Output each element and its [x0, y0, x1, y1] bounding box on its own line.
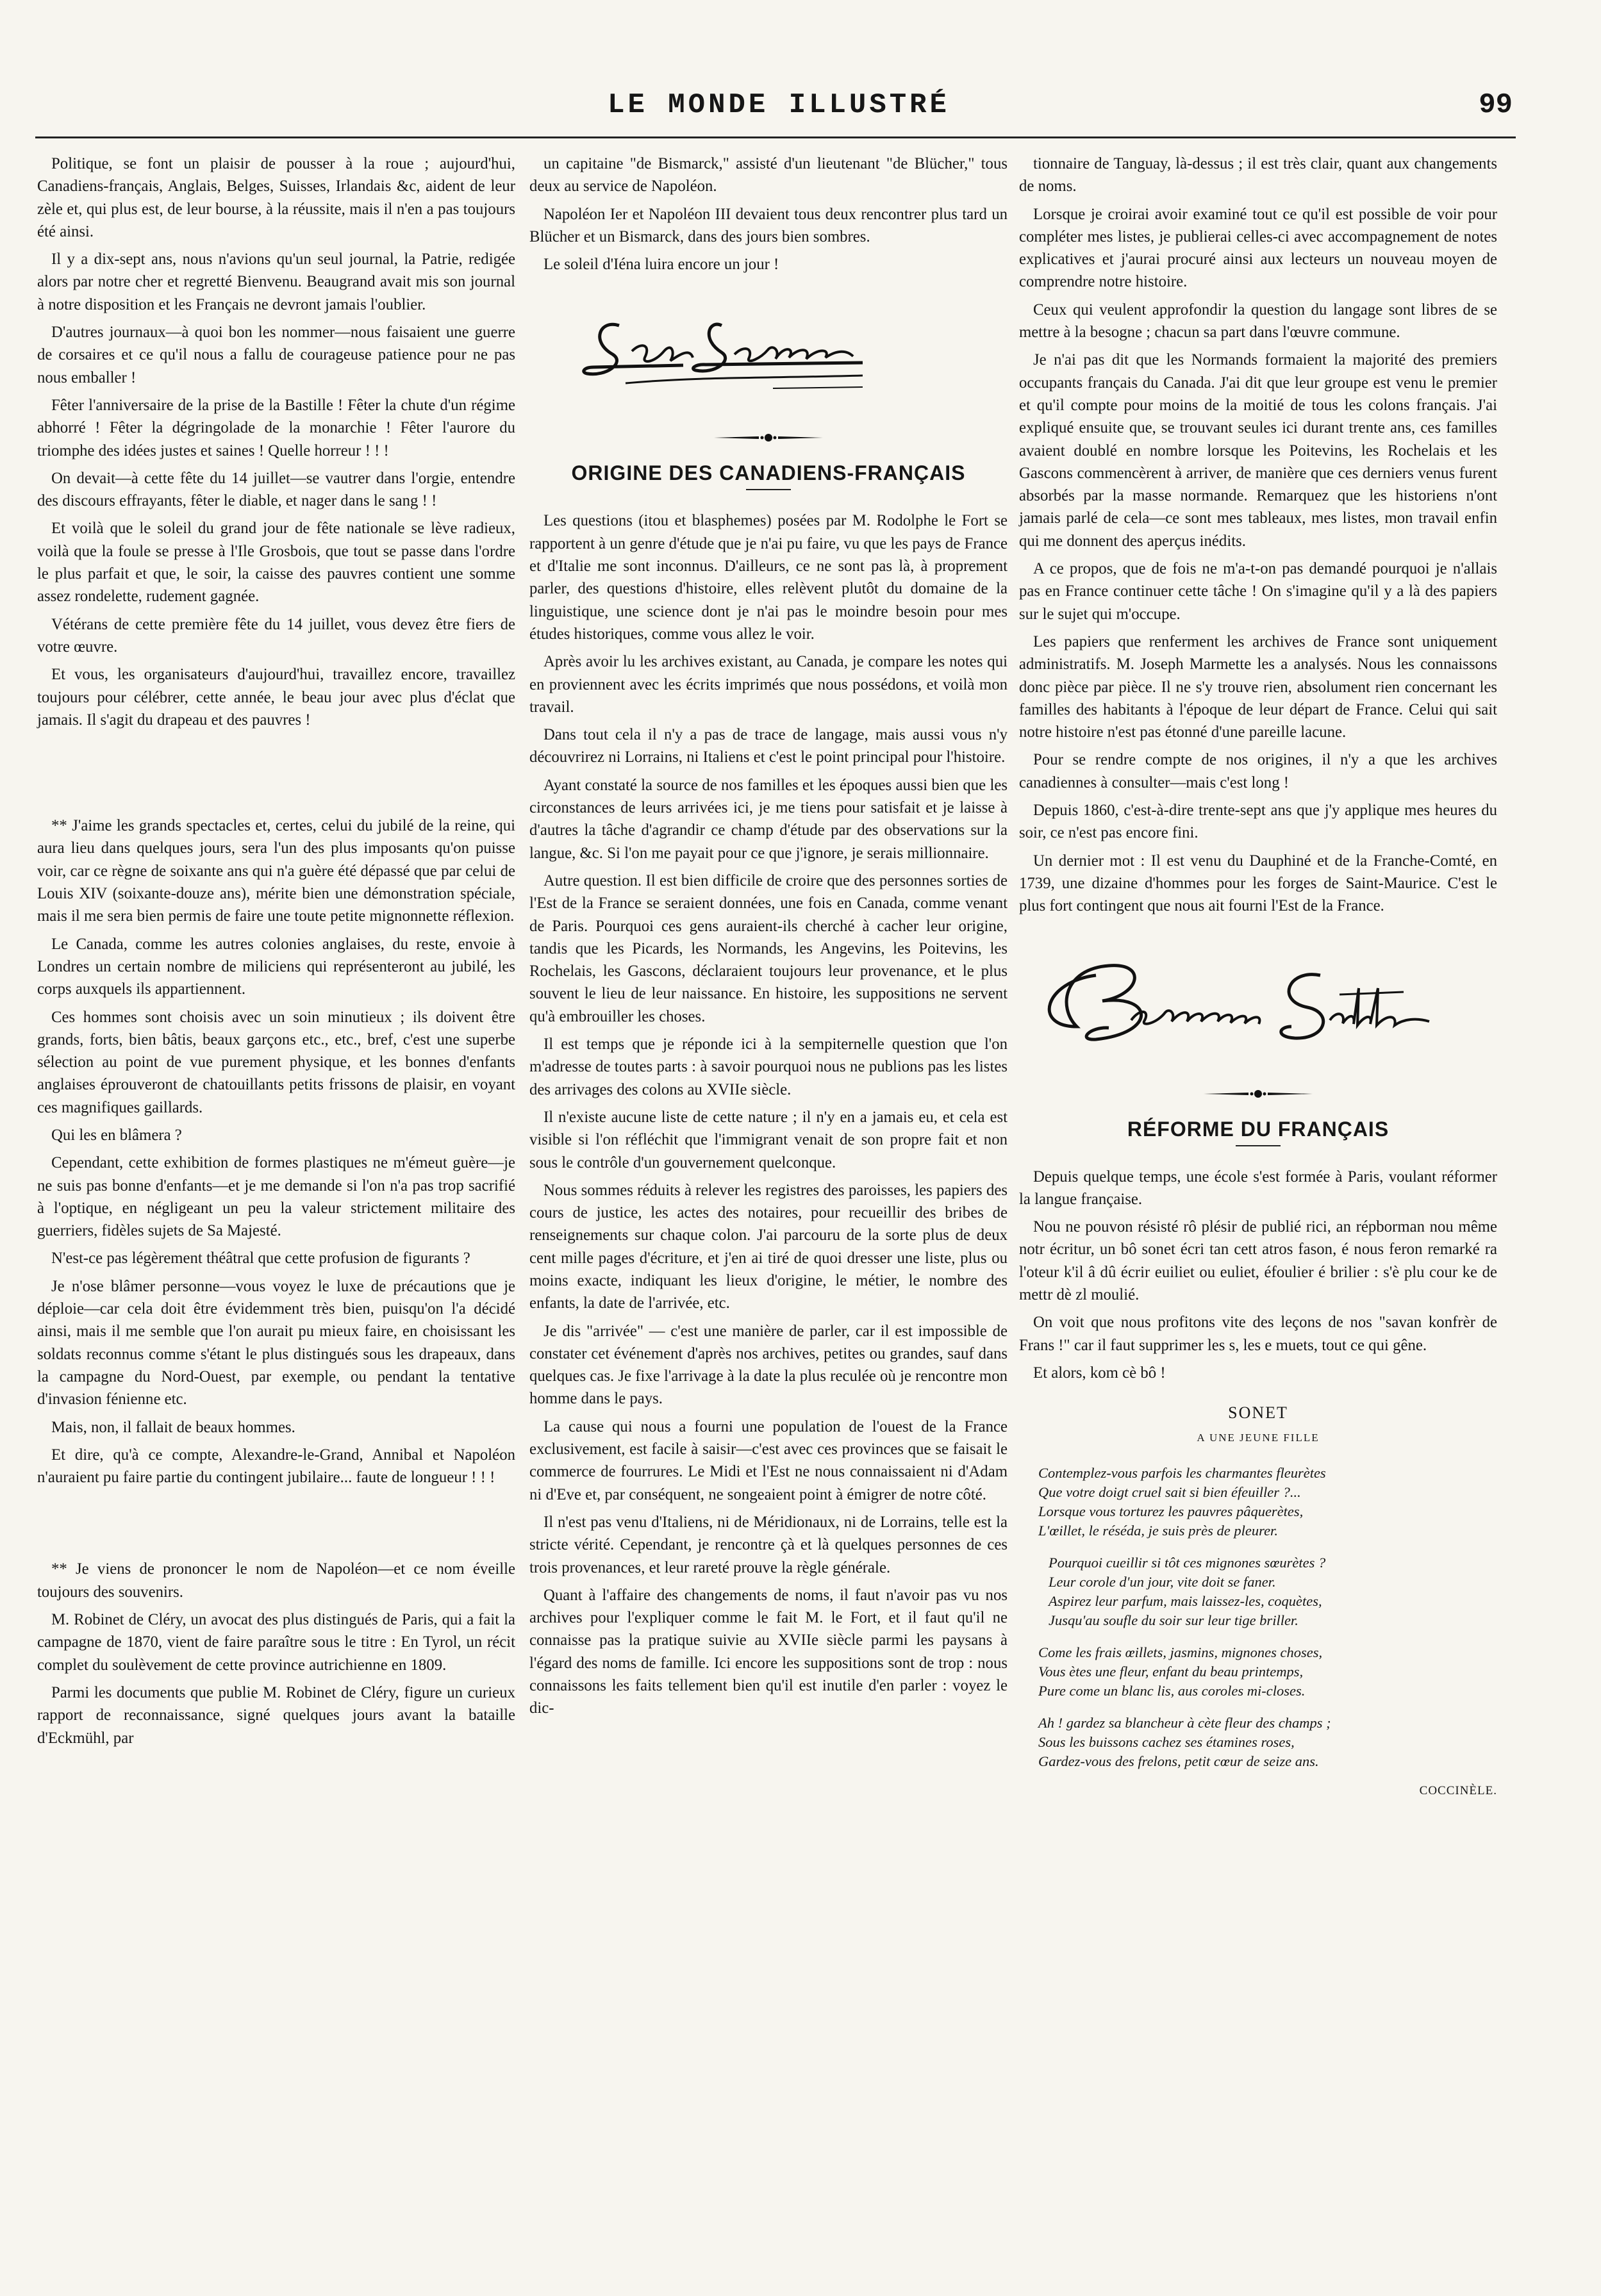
poem-line: Lorsque vous torturez les pauvres pâquerètes, — [1038, 1503, 1304, 1520]
poem-line: Leur corole d'un jour, vite doit se faner. — [1049, 1574, 1276, 1590]
poem-line: L'œillet, le réséda, je suis près de pleurer. — [1038, 1523, 1278, 1539]
poem-line: Contemplez-vous parfois les charmantes fleurètes — [1038, 1465, 1326, 1482]
handwritten-signature — [1019, 930, 1497, 1084]
paragraph: N'est-ce pas légèrement théâtral que cette profusion de figurants ? — [51, 1250, 470, 1268]
paragraph: Et vous, les organisateurs d'aujourd'hui, travaillez encore, travaillez toujours pour célébrer, cette année, le beau jour avec plus d'éclat que jamais. Il s'agit du drapeau et des pauvres ! — [37, 666, 515, 729]
poem-line: Sous les buissons cachez ses étamines roses, — [1038, 1734, 1295, 1751]
paragraph: ** Je viens de prononcer le nom de Napoléon—et ce nom éveille toujours des souvenirs. — [37, 1560, 515, 1601]
ornament-rule — [711, 428, 826, 447]
paragraph: Vétérans de cette première fête du 14 juillet, vous devez être fiers de votre œuvre. — [37, 615, 515, 656]
paragraph: Cependant, cette exhibition de formes plastiques ne m'émeut guère—je ne suis pas bonne d'enfants—et je me demande si l'on n'a pas trop sacrifié à l'optique, en négligeant un peu la valeur strictement militaire des guerriers, fidèles sujets de Sa Majesté. — [37, 1154, 515, 1240]
paragraph: Les papiers que renferment les archives de France sont uniquement administratifs. M. Joseph Marmette les a analysés. Nous les connaissons donc pièce par pièce. Il ne s'y trouve rien, absolument rien concernant les familles des habitants à l'époque de leur départ de France. Celui qui sait notre histoire n'est pas étonné d'une pareille lacune. — [1019, 632, 1497, 741]
paragraph: Nou ne pouvon résisté rô plésir de publié rici, an répborman nou même notr écritur, un bô sonet écri tan cett atros fason, é nous feron remarké ra l'oteur k'il â dû écrir euiliet ou euliet, éfoulier é brilier : s'è plu cour ke de mettr dè zl moulié. — [1019, 1218, 1497, 1303]
paragraph: Le soleil d'Iéna luira encore un jour ! — [543, 256, 779, 274]
column-3 — [1019, 153, 1497, 1798]
column-1 — [37, 153, 515, 1755]
poem-line: Aspirez leur parfum, mais laissez-les, coquètes, — [1049, 1593, 1322, 1610]
paragraph: Politique, se font un plaisir de pousser à la roue ; aujourd'hui, Canadiens-français, Anglais, Belges, Suisses, Irlandais &c, aident de leur zèle et, qui plus est, de leur bourse, à la réussite, mais il n'en a pas toujours été ainsi. — [37, 155, 515, 240]
paragraph: Et dire, qu'à ce compte, Alexandre-le-Grand, Annibal et Napoléon n'auraient pu faire partie du contingent jubilaire... faute de longueur ! ! ! — [37, 1446, 515, 1487]
poem-dedication: A UNE JEUNE FILLE — [1197, 1432, 1320, 1444]
paragraph: M. Robinet de Cléry, un avocat des plus distingués de Paris, qui a fait la campagne de 1870, vient de faire paraître sous le titre : En Tyrol, un récit complet du soulèvement de cette province autrichienne en 1809. — [37, 1611, 515, 1674]
poem-line: Jusqu'au soufle du soir sur leur tige briller. — [1049, 1612, 1298, 1629]
paragraph: Il y a dix-sept ans, nous n'avions qu'un seul journal, la Patrie, redigée alors par notre cher et regretté Bienvenu. Beaugrand avait mis son journal à notre disposition et les Français ne devront jamais l'oublier. — [37, 251, 515, 313]
paragraph: ** J'aime les grands spectacles et, certes, celui du jubilé de la reine, qui aura lieu dans quelques jours, sera l'un des plus imposants qu'on puisse voir, car ce règne de soixante ans qui n'a guère été dépassé que par celui de Louis XIV (soixante-douze ans), mérite bien une démonstration spéciale, mais il me sera bien permis de faire une toute petite mignonnette réflexion. — [37, 817, 515, 925]
paragraph: On devait—à cette fête du 14 juillet—se vautrer dans l'orgie, entendre des discours effrayants, fêter le diable, et nager dans le sang ! ! — [37, 469, 515, 510]
title-underline — [746, 489, 791, 490]
paragraph: Ayant constaté la source de nos familles et les époques aussi bien que les circonstances de leurs arrivées ici, je me tiens pour satisfait et je laisse à d'autres la tâche d'agrandir ce champ d'étude par des observations sur la langue, &c. Si l'on me payait pour ce que j'ignore, je serais millionnaire. — [529, 776, 1008, 862]
paragraph: Depuis quelque temps, une école s'est formée à Paris, voulant réformer la langue française. — [1019, 1168, 1497, 1208]
signature-benjamin-sulte — [1019, 930, 1497, 1084]
paragraph: Parmi les documents que publie M. Robinet de Cléry, figure un curieux rapport de reconnaissance, signé quelques jours avant la bataille d'Eckmühl, par — [37, 1683, 515, 1747]
poem-line: Ah ! gardez sa blancheur à cète fleur des champs ; — [1038, 1715, 1331, 1731]
page-number: 99 — [1479, 89, 1513, 121]
paragraph: Depuis 1860, c'est-à-dire trente-sept ans que j'y applique mes heures du soir, ce n'est pas encore fini. — [1019, 802, 1497, 842]
paragraph: Le Canada, comme les autres colonies anglaises, du reste, envoie à Londres un certain nombre de miliciens qui représenteront au jubilé, les corps auxquels ils appartiennent. — [37, 935, 515, 998]
poem-line: Que votre doigt cruel sait si bien éfeuiller ?... — [1038, 1484, 1301, 1501]
poem-author: COCCINÈLE. — [1419, 1784, 1497, 1798]
paragraph: Napoléon Ier et Napoléon III devaient tous deux rencontrer plus tard un Blücher et un Bismarck, dans des jours bien sombres. — [529, 205, 1008, 245]
paragraph: Mais, non, il fallait de beaux hommes. — [51, 1418, 295, 1436]
paragraph: Je n'ose blâmer personne—vous voyez le luxe de précautions que je déploie—car cela doit être évidemment très bien, puisqu'on l'a décidé ainsi, mais il me semble que l'on aurait pu mieux faire, en choisissant les soldats reconnus comme s'étant le plus distingués sous les drapeaux, dans la campagne du Nord-Ouest, par exemple, ou pendant la tentative d'invasion fénienne etc. — [37, 1277, 515, 1408]
paragraph: Lorsque je croirai avoir examiné tout ce qu'il est possible de voir pour compléter mes listes, je publierai celles-ci avec accompagnement de notes explicatives et j'aurai procuré ainsi aux lecteurs un nouveau moyen de comprendre notre histoire. — [1019, 205, 1497, 291]
page-header — [45, 87, 1513, 133]
paragraph: Il n'est pas venu d'Italiens, ni de Méridionaux, ni de Lorrains, telle est la stricte vérité. Cependant, je rencontre çà et là quelques personnes de ces trois provenances, et leur rareté prouve la règle générale. — [529, 1513, 1008, 1576]
paragraph: On voit que nous profitons vite des leçons de nos "savan konfrèr de Frans !" car il faut supprimer les s, les e muets, tout ce qui gêne. — [1019, 1314, 1497, 1354]
article-title-reforme: RÉFORME DU FRANÇAIS — [1127, 1117, 1389, 1141]
masthead-title: LE MONDE ILLUSTRÉ — [608, 89, 950, 121]
paragraph: Après avoir lu les archives existant, au Canada, je compare les notes qui en proviennent avec les écrits imprimés que nous possédons, et voilà mon travail. — [529, 653, 1008, 716]
paragraph: Quant à l'affaire des changements de noms, il faut n'avoir pas vu nos archives pour l'expliquer comme le fait M. le Fort, et il faut qu'il ne connaisse pas la pratique suivie au XVIIe siècle parmi les paysans à l'égard des noms de famille. Ici encore les suppositions sont de trop : nous connaissons les faits tellement bien qu'il est inutile d'en parler : voyez le dic- — [529, 1586, 1008, 1717]
handwritten-signature — [529, 281, 1008, 428]
paragraph: Qui les en blâmera ? — [51, 1126, 182, 1144]
poem-line: Come les frais œillets, jasmins, mignones choses, — [1038, 1644, 1323, 1661]
paragraph: A ce propos, que de fois ne m'a-t-on pas demandé pourquoi je n'allais pas en France continuer cette tâche ! On s'imagine qu'il y a là des papiers sur le sujet qui m'occupe. — [1019, 560, 1497, 623]
paragraph: La cause qui nous a fourni une population de l'ouest de la France exclusivement, est facile à saisir—c'est avec ces provinces que se faisait le commerce de fourrures. Le Midi et l'Est ne nous connaissaient ni d'Adam ni d'Eve et, par conséquent, ne songeaient point à émigrer de notre côté. — [529, 1417, 1008, 1503]
paragraph: Pour se rendre compte de nos origines, il n'y a que les archives canadiennes à consulter—mais c'est long ! — [1019, 751, 1497, 791]
section-ornament — [1019, 1084, 1497, 1110]
title-underline — [1236, 1145, 1281, 1146]
paragraph: Nous sommes réduits à relever les registres des paroisses, les papiers des cours de justice, les actes des notaires, pour recueillir des bribes de renseignements sur chaque colon. J'ai parcouru de la sorte plus de deux cent mille pages d'écriture, et j'en ai tiré de quoi dresser une liste, plus ou moins exacte, indiquant les lieux d'origine, le métier, le nombre des enfants, la date de l'arrivée, etc. — [529, 1181, 1008, 1312]
paragraph: Il n'existe aucune liste de cette nature ; il n'y en a jamais eu, et cela est visible si l'on réfléchit que l'immigrant venait de son propre fait et non sous le contrôle d'un gouvernement quelconque. — [529, 1108, 1008, 1171]
poem-stanza — [1019, 1553, 1497, 1630]
poem-line: Pure come un blanc lis, aus coroles mi-closes. — [1038, 1683, 1306, 1699]
paragraph: tionnaire de Tanguay, là-dessus ; il est très clair, quant aux changements de noms. — [1019, 155, 1497, 195]
paragraph: Un dernier mot : Il est venu du Dauphiné et de la Franche-Comté, en 1739, une dizaine d'hommes pour les forges de Saint-Maurice. C'est le plus fort contingent que nous ait fourni l'Est de la France. — [1019, 852, 1497, 915]
poem-line: Vous ètes une fleur, enfant du beau printemps, — [1038, 1664, 1304, 1680]
poem-line: Gardez-vous des frelons, petit cœur de seize ans. — [1038, 1753, 1319, 1770]
poem-title: SONET — [1228, 1403, 1288, 1423]
paragraph: Ces hommes sont choisis avec un soin minutieux ; ils doivent être grands, forts, bien bâtis, beaux garçons etc., etc., bref, c'est une superbe sélection au point de vue purement physique, et les bonnes d'enfants anglaises éprouveront de chatouillants petits frissons de plaisir, en voyant ces magnifiques gaillards. — [37, 1008, 515, 1116]
paragraph: Fêter l'anniversaire de la prise de la Bastille ! Fêter la chute d'un régime abhorré ! Fêter la dégringolade de la monarchie ! Fêter l'aurore du triomphe des idées justes et saines ! Quelle horreur ! ! ! — [37, 396, 515, 459]
poem-stanza — [1019, 1714, 1497, 1771]
ornament-rule — [1200, 1084, 1316, 1103]
poem-line: Pourquoi cueillir si tôt ces mignones sœurètes ? — [1049, 1555, 1326, 1571]
paragraph: Et voilà que le soleil du grand jour de fête nationale se lève radieux, voilà que la foule se presse à l'Ile Grosbois, que tout se passe dans l'ordre le plus parfait et que, le soir, la caisse des pauvres contient une somme assez rondelette, rudement gagnée. — [37, 520, 515, 606]
paragraph: D'autres journaux—à quoi bon les nommer—nous faisaient une guerre de corsaires et ce qu'il nous a fallu de courageuse patience pour ne pas nous emballer ! — [37, 324, 515, 386]
signature-leon-ledieu — [529, 281, 1008, 428]
poem-stanza — [1019, 1464, 1497, 1540]
paragraph: Et alors, kom cè bô ! — [1033, 1364, 1166, 1382]
paragraph: Je n'ai pas dit que les Normands formaient la majorité des premiers occupants français du Canada. J'ai dit que leur groupe est venu le premier et qu'il compte pour moins de la moitié de tous les colons français. J'ai expliqué ensuite que, se trouvant seules ici durant trente ans, ces familles avaient doublé en nombre lorsque les Poitevins, les Rochelais et les Gascons commencèrent à arriver, de manière que ces derniers venus furent absorbés par la masse normande. Remarquez que les historiens n'ont jamais parlé de cela—ce sont mes tableaux, mes listes, mon travail enfin qui me donnent des aperçus inédits. — [1019, 351, 1497, 550]
paragraph: Je dis "arrivée" — c'est une manière de parler, car il est impossible de constater cet événement d'après nos archives, petites ou grandes, sauf dans quelques cas. Je fixe l'arrivage à la date la plus reculée où je rencontre mon homme dans le pays. — [529, 1322, 1008, 1408]
column-2 — [529, 153, 1008, 1725]
poem-stanza — [1019, 1643, 1497, 1701]
paragraph: Autre question. Il est bien difficile de croire que des personnes sorties de l'Est de la France se seraient données, une fois en Canada, comme venant de Paris. Pourquoi ces gens auraient-ils cherché à cacher leur origine, tandis que les Picards, les Normands, les Angevins, les Poitevins, les Rochelais, les Gascons, déclaraient toujours leur provenance, et le plus souvent le lieu de leur naissance. En histoire, les suppositions ne servent qu'à embrouiller les choses. — [529, 871, 1008, 1025]
paragraph: Ceux qui veulent approfondir la question du langage sont libres de se mettre à la besogne ; chacun sa part dans l'œuvre commune. — [1019, 301, 1497, 342]
paragraph: Dans tout cela il n'y a pas de trace de langage, mais aussi vous n'y découvrirez ni Lorrains, ni Italiens et c'est le point principal pour l'histoire. — [529, 726, 1008, 766]
header-rule — [35, 136, 1516, 138]
paragraph: Il est temps que je réponde ici à la sempiternelle question que l'on m'adresse de toutes parts : à savoir pourquoi nous ne publions pas les listes des arrivages des colons au XVIIe siècle. — [529, 1036, 1008, 1098]
paragraph: Les questions (itou et blasphemes) posées par M. Rodolphe le Fort se rapportent à un genre d'étude que je n'ai pu faire, vu que les pays de France et d'Italie me sont inconnus. D'ailleurs, ce ne sont pas là, à proprement parler, des questions d'histoire, elles relèvent plutôt du domaine de la linguistique, une science dont je n'ai pas le moindre besoin pour mes études historiques, comme vous allez le voir. — [529, 512, 1008, 643]
section-ornament — [529, 428, 1008, 454]
article-title-origine: ORIGINE DES CANADIENS-FRANÇAIS — [571, 461, 966, 485]
paragraph: un capitaine "de Bismarck," assisté d'un lieutenant "de Blücher," tous deux au service de Napoléon. — [529, 155, 1008, 195]
